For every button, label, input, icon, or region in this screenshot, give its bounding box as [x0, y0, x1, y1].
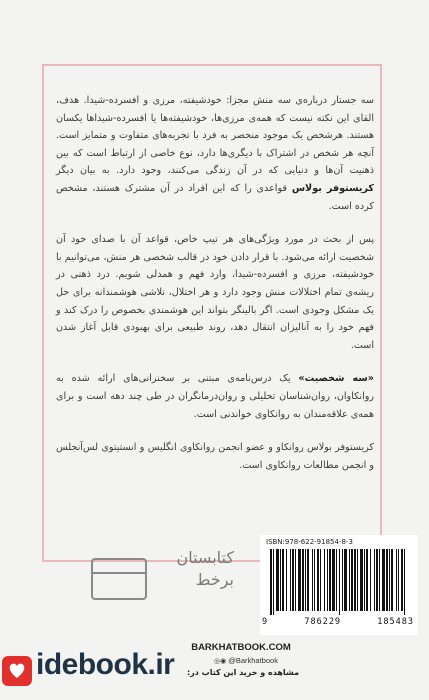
- barcode-bar: [302, 549, 304, 611]
- idebook-watermark: [0, 640, 180, 696]
- barcode-bar: [349, 549, 350, 611]
- barcode-bar: [317, 549, 319, 611]
- idebook-watermark-text: idebook.ir: [36, 648, 175, 681]
- publisher-block: [60, 535, 414, 635]
- barcode-bar: [280, 549, 281, 611]
- social-icons: ◎◉: [214, 658, 229, 665]
- paragraph-2: پس از بحث در مورد ویژگی‌های هر تیپ خاص، قواعد آن با صدای خود آن شخصیت ارائه می‌شود. با قرار دادن خود در قالب شخصی هر منش، می‌توانیم با خودشیفته، مرزی و افسرده-شیدا، وارد فهم و همدلی شویم. درد ذهنی در ریشه‌ی تمام اختلالات منش وجود دارد و هر اختلال، تلاشی هوشمندانه برای حل یک مشکل وجودی است. اگر بالینگر بتواند این هوشمندی بخصوص را درک کند و فهم خود را به آنالیزان انتقال دهد، روند طبیعی برای بهبودی قابل آغاز شدن است.: [56, 234, 374, 351]
- paragraph-4: کریستوفر بولاس روانکاو و عضو انجمن روانکاوی انگلیس و انستیتوی لس‌آنجلس و انجمن مطالعات روانکاوی است.: [56, 442, 374, 471]
- barcode-bar: [290, 549, 291, 611]
- barcode-bar: [336, 549, 337, 611]
- barcode-bar: [342, 549, 343, 611]
- publisher-logo-icon: [88, 549, 150, 607]
- barcode-bar: [382, 549, 385, 611]
- barcode-bar: [351, 549, 353, 611]
- barcode-bar: [273, 549, 274, 615]
- barcode-bar: [276, 549, 279, 611]
- barcode-bar: [286, 549, 287, 611]
- barcode-box: [260, 535, 418, 635]
- barcode-bar: [312, 549, 313, 611]
- barcode-bar: [292, 549, 294, 611]
- barcode-bar: [282, 549, 284, 611]
- barcode-bar: [324, 549, 325, 611]
- author-name: کریستوفر بولاس: [291, 182, 374, 194]
- publisher-logo-line2: برخط: [195, 570, 234, 589]
- barcode-bar: [327, 549, 328, 611]
- barcode-group-1: 786229: [304, 617, 342, 627]
- barcode-bar: [376, 549, 378, 611]
- paragraph-1-text-a: سه جستار درباره‌ی سه منش مجزا: خودشیفته، مرزی و افسرده-شیدا. هدف، القای این نکته نیست که همه‌ی مرزی‌ها، خودشیفته‌ها یا افسرده-شیداها یکسان هستند. هرشخص یک موجود منحصر به فرد با تجربه‌های متفاوت و متمایز است. آنچه هر شخص در اشتراک با دیگری‌ها دارد، نوع خاصی از ارتباط است که بین ذهنیت آن‌ها و دنیایی که در آن زندگی می‌کنند، وجود دارد. به بیان دیگر: [56, 95, 374, 177]
- barcode-bar: [357, 549, 358, 611]
- social-handle: [196, 656, 296, 665]
- barcode-bar: [401, 549, 403, 611]
- paragraph-3: [56, 370, 374, 423]
- publisher-logo-text: [156, 547, 234, 591]
- barcode-bar: [314, 549, 315, 611]
- barcode-bar: [360, 549, 363, 611]
- barcode-bar: [398, 549, 399, 611]
- barcode-bar: [386, 549, 388, 611]
- barcode-number: [262, 617, 414, 627]
- social-handle-text: @Barkhatbook: [228, 656, 278, 665]
- barcode-bar: [374, 549, 375, 611]
- barcode-bar: [391, 549, 393, 611]
- barcode-lead-digit: 9: [262, 617, 269, 627]
- barcode-bar: [307, 549, 309, 611]
- isbn-label: ISBN:978-622-91854-8-3: [266, 538, 353, 546]
- paragraph-1: [56, 92, 374, 215]
- barcode-bar: [329, 549, 331, 611]
- barcode-bar: [404, 549, 405, 615]
- website-url[interactable]: BARKHATBOOK.COM: [191, 642, 291, 653]
- barcode-bar: [370, 549, 371, 611]
- paragraph-3-text: یک درس‌نامه‌ی مبتنی بر سخنرانی‌های ارائه شده به روانکاوان، روان‌شناسان تحلیلی و روان‌درمانگران در طی چند دهه است و برای همه‌ی علاقه‌مندان به روانکاوی خواندنی است.: [56, 373, 374, 420]
- book-title-ref: «سه شخصیت»: [298, 373, 374, 385]
- barcode-bar: [396, 549, 397, 611]
- blurb: [56, 92, 374, 490]
- barcode-bar: [305, 549, 306, 611]
- barcode-group-2: 185483: [377, 617, 414, 627]
- barcode-bar: [320, 549, 321, 611]
- barcode-bar: [295, 549, 296, 611]
- barcode-bar: [332, 549, 335, 611]
- barcode-bar: [354, 549, 356, 611]
- buy-prompt: مشاهده و خرید این کتاب در:: [186, 668, 300, 677]
- barcode-bar: [298, 549, 301, 611]
- barcode-bar: [366, 549, 368, 611]
- barcode-bar: [339, 549, 340, 615]
- barcode-bar: [379, 549, 380, 611]
- barcode-bar: [389, 549, 390, 611]
- barcode-graphic: [268, 549, 410, 615]
- idebook-logo-icon: [0, 652, 36, 688]
- paragraph-1-text-b: قواعدی را که این افراد در آن مشترک هستند، مشخص کرده است.: [56, 182, 374, 212]
- barcode-bar: [344, 549, 347, 611]
- barcode-bar: [270, 549, 272, 615]
- publisher-logo-line1: کتابستان: [176, 548, 234, 567]
- barcode-bar: [364, 549, 365, 611]
